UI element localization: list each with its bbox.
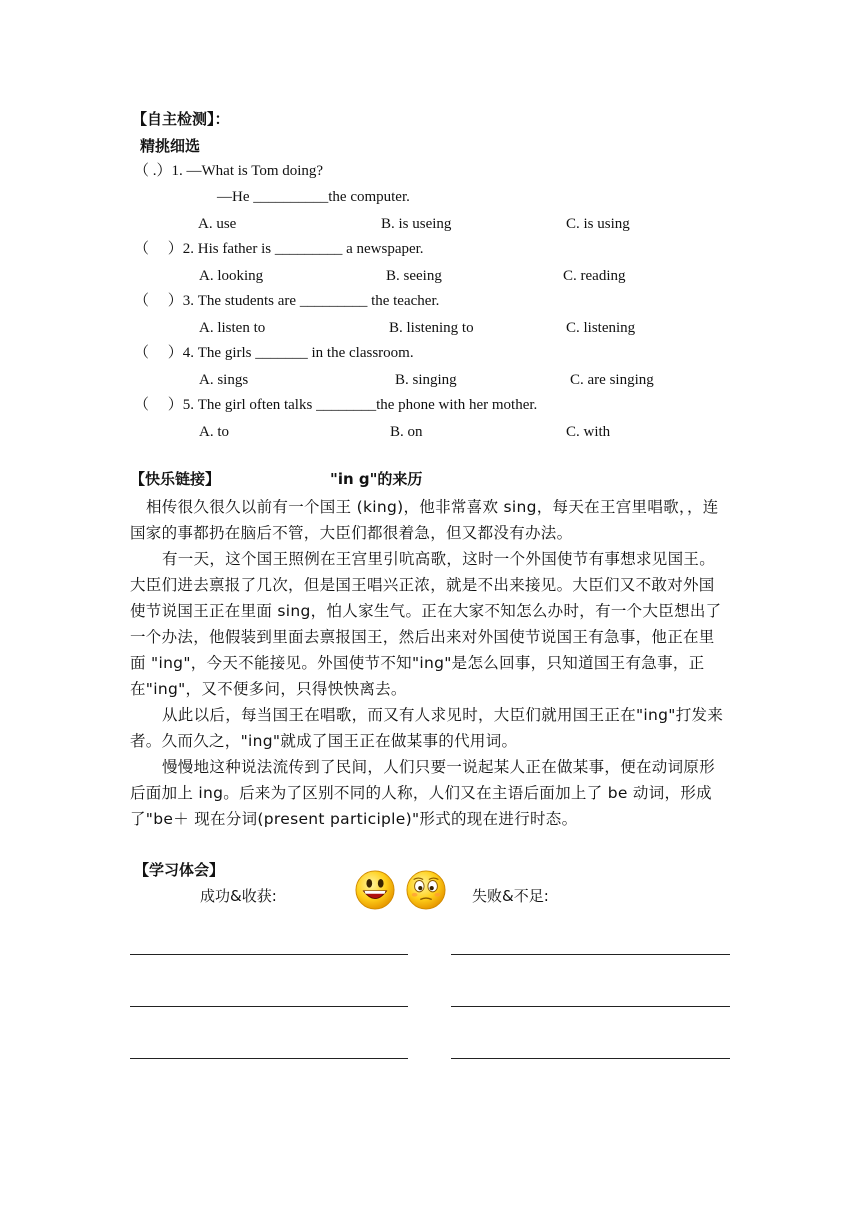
smiling-face-icon [355,870,395,910]
option-a: A. use [198,216,237,232]
self-check-heading: 【自主检测】： [132,110,230,128]
option-a: A. looking [199,268,264,284]
question-stem: 1. —What is Tom doing? [171,163,324,179]
self-check-subheading: 精挑细选 [140,137,201,155]
question-5 [134,395,537,415]
question-stem: 3. The students are _________ the teacher. [182,293,440,309]
option-b: B. is useing [381,216,452,232]
answer-paren[interactable]: （ ） [134,397,183,413]
question-1 [134,161,323,181]
story-paragraph: 从此以后，每当国王在唱歌，而又有人求见时，大臣们就用国王正在"ing"打发来者。久而久之，"ing"就成了国王正在做某事的代用词。 [130,706,724,750]
story-paragraph: 有一天，这个国王照例在王宫里引吭高歌，这时一个外国使节有事想求见国王。大臣们进去禀报了几次，但是国王唱兴正浓，就是不出来接见。大臣们又不敢对外国使节说国王正在里面 sing，怕人家生气。正在大家不知怎么办时，有一个大臣想出了一个办法，他假装到里面去禀报国王，然后出来对外国使节说国王有急事，他正在里面 "ing"，今天不能接见。外国使节不知"ing"是怎么回事，只知道国王有急事，正在"ing"，又不便多问，只得怏怏离去。 [130,550,722,698]
question-stem: 5. The girl often talks ________the phone with her mother. [182,397,538,413]
option-c: C. are singing [570,372,654,388]
option-c: C. listening [566,320,636,336]
happy-link-heading: 【快乐链接】 [130,470,221,488]
success-answer-line[interactable] [130,1058,408,1059]
reflection-heading: 【学习体会】 [134,861,225,879]
story-title: "in g"的来历 [330,470,423,488]
failure-answer-line[interactable] [451,1006,730,1007]
answer-paren[interactable]: （ ） [134,241,183,257]
story-body [130,494,730,832]
option-b: B. seeing [386,268,442,284]
answer-paren[interactable]: （ ） [134,345,183,361]
question-1-line2: —He __________the computer. [217,189,410,205]
story-paragraph: 相传很久很久以前有一个国王 (king)，他非常喜欢 sing，每天在王宫里唱歌，，连国家的事都扔在脑后不管，大臣们都很着急，但又都没有办法。 [130,498,719,542]
success-answer-line[interactable] [130,954,408,955]
question-3 [134,291,439,311]
story-paragraph: 慢慢地这种说法流传到了民间，人们只要一说起某人正在做某事，便在动词原形后面加上 ing。后来为了区别不同的人称，人们又在主语后面加上了 be 动词，形成了"be＋ 现在分词(present participle)"形式的现在进行时态。 [130,758,716,828]
option-c: C. reading [563,268,626,284]
option-b: B. listening to [389,320,474,336]
question-4 [134,343,414,363]
option-b: B. singing [395,372,457,388]
success-answer-line[interactable] [130,1006,408,1007]
worried-face-icon [406,870,446,910]
option-c: C. with [566,424,611,440]
failure-answer-line[interactable] [451,954,730,955]
failure-label: 失败&不足: [472,887,549,905]
success-label: 成功&收获: [200,887,277,905]
question-stem: 2. His father is _________ a newspaper. [182,241,424,257]
option-a: A. listen to [199,320,266,336]
answer-paren[interactable]: （ .） [134,163,172,179]
option-a: A. to [199,424,229,440]
option-b: B. on [390,424,423,440]
failure-answer-line[interactable] [451,1058,730,1059]
question-stem: 4. The girls _______ in the classroom. [182,345,414,361]
option-c: C. is using [566,216,630,232]
answer-paren[interactable]: （ ） [134,293,183,309]
question-2 [134,239,424,259]
option-a: A. sings [199,372,249,388]
